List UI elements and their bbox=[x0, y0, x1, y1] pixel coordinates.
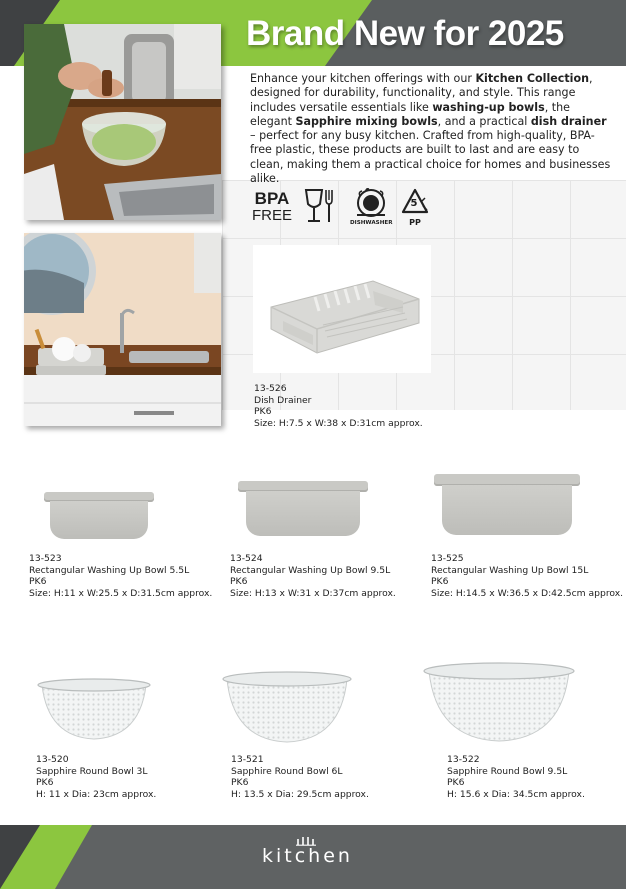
dish-drainer-image bbox=[253, 245, 431, 373]
intro-text: – perfect for any busy kitchen. Crafted from high-quality, BPA-free plastic, these products are built to last and are easy to clean, making them a practical choice for homes and businesses alike. bbox=[250, 129, 611, 186]
intro-text: Enhance your kitchen offerings with our bbox=[250, 72, 476, 85]
product-code: 13-523 bbox=[29, 553, 62, 564]
product-code: 13-522 bbox=[447, 754, 480, 765]
product-code: 13-525 bbox=[431, 553, 464, 564]
round-bowl-image bbox=[422, 661, 576, 743]
page-title: Brand New for 2025 bbox=[246, 14, 564, 53]
drainer-pack: PK6 bbox=[254, 406, 272, 417]
rect-bowl-image bbox=[434, 474, 580, 536]
product-name: Rectangular Washing Up Bowl 9.5L bbox=[230, 564, 391, 576]
round-bowl-image bbox=[221, 670, 353, 744]
intro-paragraph bbox=[250, 72, 612, 186]
intro-bold-drainer: dish drainer bbox=[530, 114, 607, 128]
brand-logo: kitchen bbox=[262, 845, 353, 867]
product-size: Size: H:14.5 x W:36.5 x D:42.5cm approx. bbox=[431, 587, 624, 599]
product-pack: PK6 bbox=[447, 777, 465, 788]
dishwasher-label: DISHWASHER bbox=[350, 220, 393, 226]
drainer-name: Dish Drainer bbox=[254, 394, 312, 406]
product-pack: PK6 bbox=[230, 576, 248, 587]
glass-fork-icon bbox=[304, 188, 336, 224]
dishwasher-badge bbox=[350, 188, 392, 226]
bpa-free-badge bbox=[250, 190, 294, 224]
product-code: 13-521 bbox=[231, 754, 264, 765]
intro-text: , and a practical bbox=[437, 114, 531, 128]
intro-text: , designed for durability, functionality, and style. This range includes versatile essentials like bbox=[250, 72, 593, 114]
kitchen-photo-sink bbox=[24, 233, 221, 426]
product-size: Size: H:13 x W:31 x D:37cm approx. bbox=[230, 587, 396, 599]
product-pack: PK6 bbox=[431, 576, 449, 587]
drainer-code: 13-526 bbox=[254, 383, 287, 394]
rect-bowl-image bbox=[238, 481, 368, 537]
product-pack: PK6 bbox=[29, 576, 47, 587]
free-label: FREE bbox=[251, 207, 292, 224]
product-name: Sapphire Round Bowl 3L bbox=[36, 765, 148, 777]
pp-label: PP bbox=[409, 218, 421, 227]
product-pack: PK6 bbox=[231, 777, 249, 788]
product-size: H: 13.5 x Dia: 29.5cm approx. bbox=[231, 788, 369, 800]
rect-bowl-image bbox=[44, 492, 154, 540]
product-pack: PK6 bbox=[36, 777, 54, 788]
round-bowl-image bbox=[36, 677, 152, 741]
recycle-number: 5 bbox=[410, 198, 418, 209]
drainer-size: Size: H:7.5 x W:38 x D:31cm approx. bbox=[254, 417, 423, 429]
product-size: H: 15.6 x Dia: 34.5cm approx. bbox=[447, 788, 585, 800]
dishwasher-icon bbox=[354, 188, 388, 218]
product-name: Rectangular Washing Up Bowl 5.5L bbox=[29, 564, 190, 576]
intro-bold-washing: washing-up bowls bbox=[432, 100, 545, 114]
product-name: Sapphire Round Bowl 6L bbox=[231, 765, 343, 777]
intro-bold-sapphire: Sapphire mixing bowls bbox=[295, 114, 438, 128]
product-name: Sapphire Round Bowl 9.5L bbox=[447, 765, 568, 777]
intro-bold-collection: Kitchen Collection bbox=[475, 72, 590, 85]
product-size: H: 11 x Dia: 23cm approx. bbox=[36, 788, 157, 800]
bpa-label: BPA bbox=[254, 189, 290, 208]
product-size: Size: H:11 x W:25.5 x D:31.5cm approx. bbox=[29, 587, 213, 599]
intro-text: , the elegant bbox=[250, 100, 570, 128]
kitchen-photo-bowl bbox=[24, 24, 221, 220]
product-name: Rectangular Washing Up Bowl 15L bbox=[431, 564, 589, 576]
recycle-pp-badge bbox=[398, 188, 432, 227]
product-code: 13-520 bbox=[36, 754, 69, 765]
product-code: 13-524 bbox=[230, 553, 263, 564]
